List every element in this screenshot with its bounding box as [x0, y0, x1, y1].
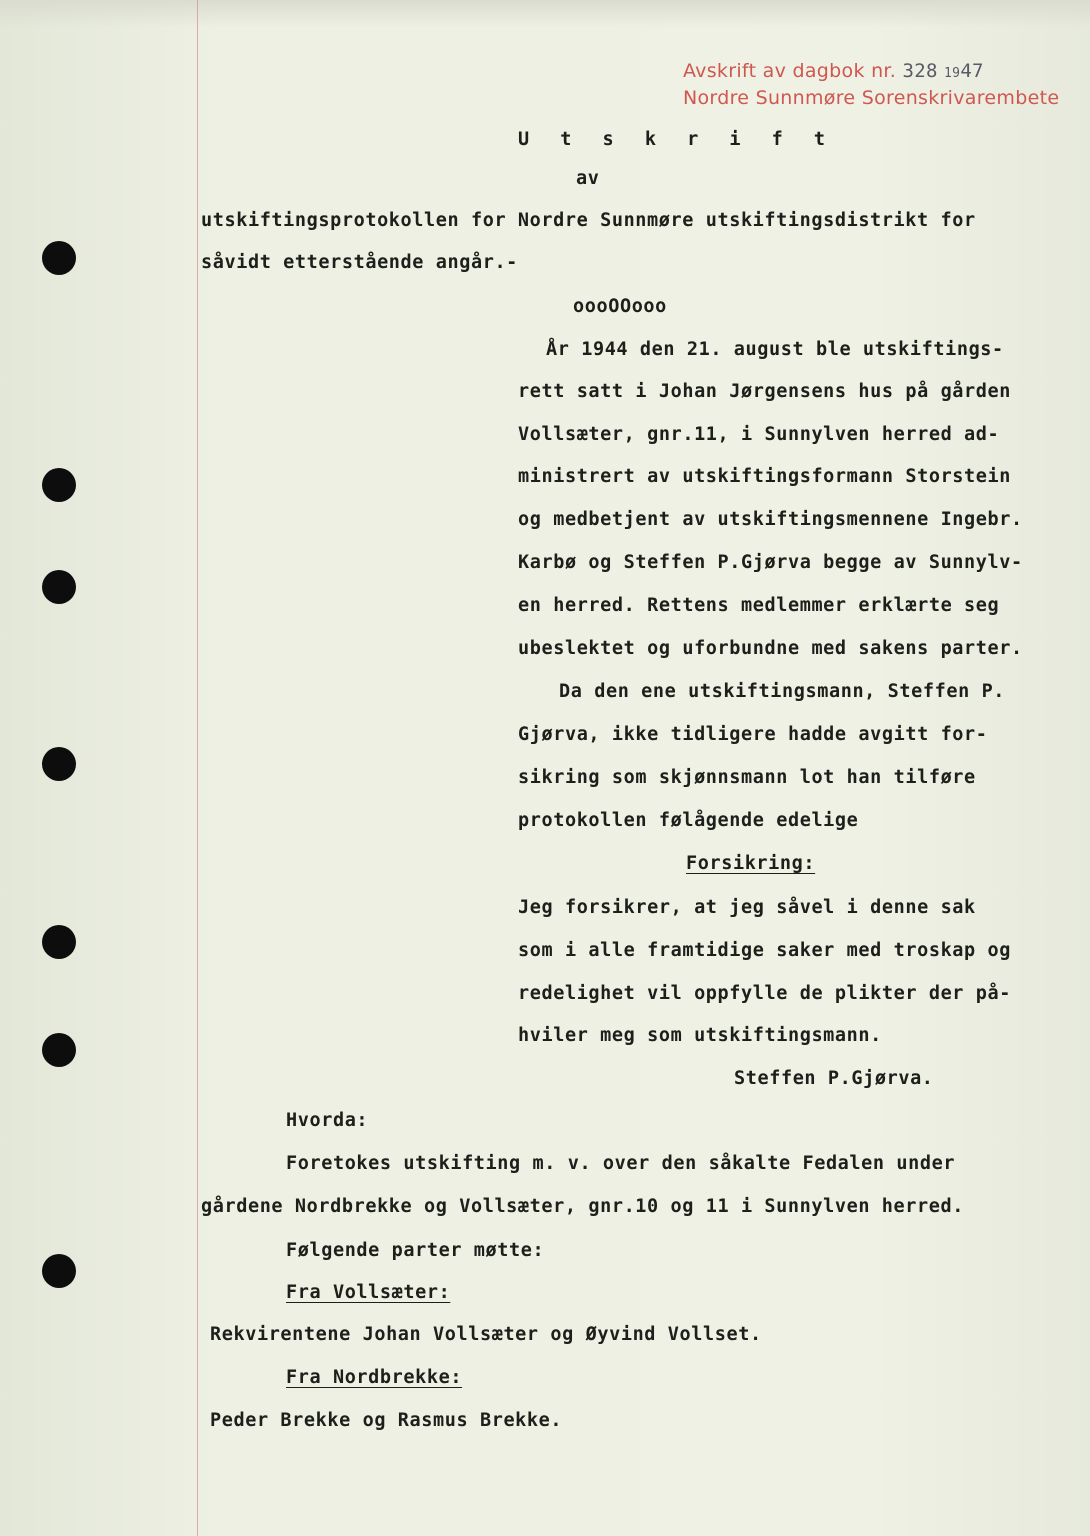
title-av: av: [576, 168, 600, 189]
punch-hole-icon: [42, 1254, 76, 1288]
oath-heading: Forsikring:: [686, 853, 816, 874]
punch-hole-icon: [42, 747, 76, 781]
stamp-year-prefix: 19: [944, 66, 961, 81]
document-title: U t s k r i f t: [518, 129, 836, 150]
paragraph1-line: og medbetjent av utskiftingsmennene Ingebr.: [518, 509, 1023, 530]
parties-group1-text: Rekvirentene Johan Vollsæter og Øyvind Vollset.: [210, 1324, 762, 1345]
hvorda-label: Hvorda:: [286, 1110, 369, 1131]
registry-stamp-line2: Nordre Sunnmøre Sorenskrivarembete: [683, 87, 1060, 109]
paragraph2-line: sikring som skjønnsmann lot han tilføre: [518, 767, 976, 788]
parties-group2-text: Peder Brekke og Rasmus Brekke.: [210, 1410, 563, 1431]
punch-hole-icon: [42, 1033, 76, 1067]
parties-intro: Følgende parter møtte:: [286, 1240, 545, 1261]
oath-signature: Steffen P.Gjørva.: [734, 1068, 934, 1089]
punch-hole-icon: [42, 241, 76, 275]
paragraph2-line: Gjørva, ikke tidligere hadde avgitt for-: [518, 724, 988, 745]
punch-hole-icon: [42, 468, 76, 502]
paragraph2-line: Da den ene utskiftingsmann, Steffen P.: [559, 681, 1006, 702]
paragraph1-line: rett satt i Johan Jørgensens hus på gården: [518, 381, 1011, 402]
hvorda-line-1: Foretokes utskifting m. v. over den såkalte Fedalen under: [286, 1153, 956, 1174]
paragraph1-line: Vollsæter, gnr.11, i Sunnylven herred ad-: [518, 424, 1000, 445]
paragraph1-line: ubeslektet og uforbundne med sakens parter.: [518, 638, 1023, 659]
paragraph1-line: en herred. Rettens medlemmer erklærte seg: [518, 595, 1000, 616]
header-line-1: utskiftingsprotokollen for Nordre Sunnmøre utskiftingsdistrikt for: [201, 210, 976, 231]
oath-line: redelighet vil oppfylle de plikter der på-: [518, 983, 1011, 1004]
hvorda-line-2: gårdene Nordbrekke og Vollsæter, gnr.10 og 11 i Sunnylven herred.: [201, 1196, 964, 1217]
registry-stamp-line1: [683, 60, 984, 82]
oath-line: som i alle framtidige saker med troskap og: [518, 940, 1011, 961]
stamp-year-suffix: 47: [960, 60, 984, 82]
margin-rule: [197, 0, 198, 1536]
paragraph1-line: ministrert av utskiftingsformann Storstein: [518, 466, 1011, 487]
oath-line: hviler meg som utskiftingsmann.: [518, 1025, 882, 1046]
stamp-number: 328: [902, 60, 938, 82]
paragraph1-line: År 1944 den 21. august ble utskiftings-: [546, 339, 1004, 360]
oath-line: Jeg forsikrer, at jeg såvel i denne sak: [518, 897, 976, 918]
punch-hole-icon: [42, 925, 76, 959]
paragraph2-line: protokollen følågende edelige: [518, 810, 859, 831]
punch-hole-icon: [42, 570, 76, 604]
parties-group2-heading: Fra Nordbrekke:: [286, 1367, 463, 1388]
stamp-prefix: Avskrift av dagbok nr.: [683, 60, 897, 82]
parties-group1-heading: Fra Vollsæter:: [286, 1282, 451, 1303]
page-top-edge: [0, 0, 1090, 28]
section-divider: oooOOooo: [573, 296, 667, 317]
paragraph1-line: Karbø og Steffen P.Gjørva begge av Sunnylv-: [518, 552, 1023, 573]
header-line-2: såvidt etterstående angår.-: [201, 252, 518, 273]
